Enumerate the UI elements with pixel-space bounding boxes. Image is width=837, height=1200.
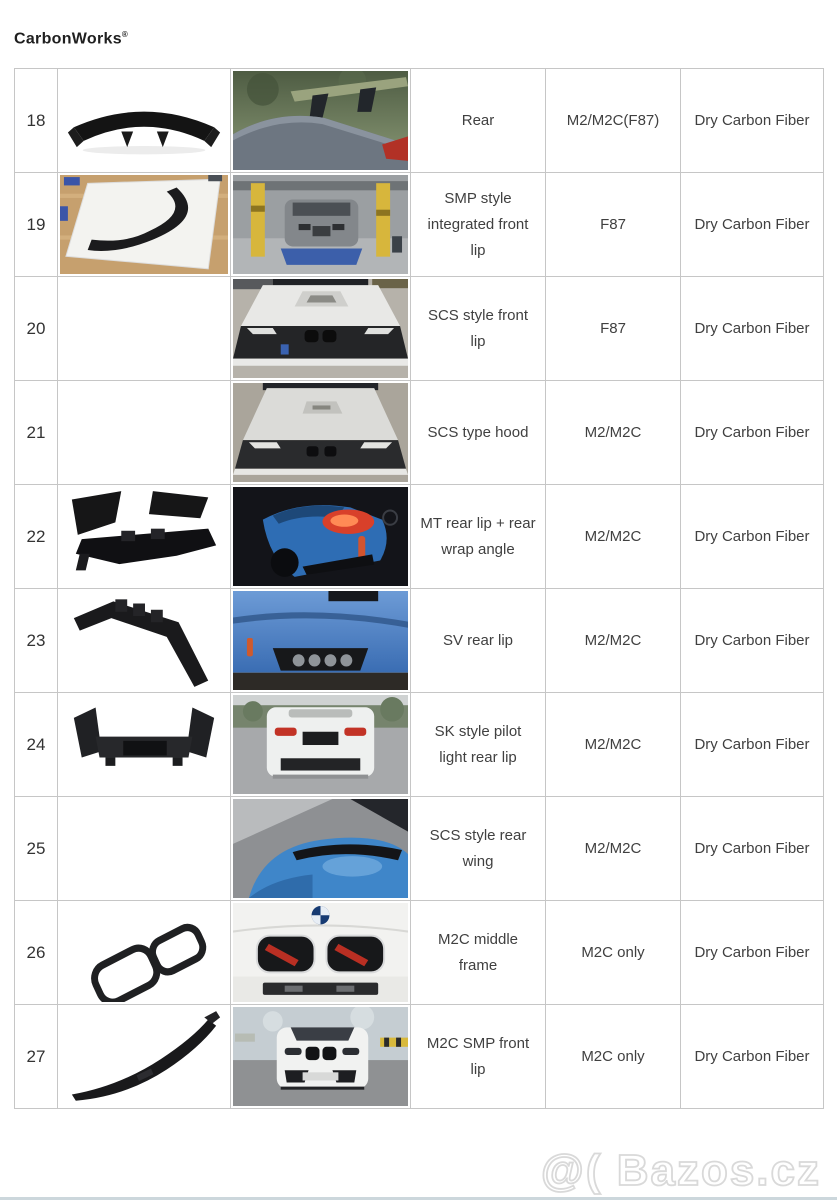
part-name: M2C SMP front lip xyxy=(411,1005,546,1109)
row-number: 26 xyxy=(15,901,58,1005)
part-photo xyxy=(60,71,228,170)
brand-logo xyxy=(14,30,128,48)
row-number: 18 xyxy=(15,69,58,173)
part-photo-cell xyxy=(58,589,231,693)
parts-table xyxy=(14,68,824,1109)
material: Dry Carbon Fiber xyxy=(681,69,824,173)
table-row xyxy=(15,589,824,693)
material: Dry Carbon Fiber xyxy=(681,693,824,797)
installed-photo xyxy=(233,695,408,794)
model-compatibility: M2C only xyxy=(546,901,681,1005)
table-row xyxy=(15,485,824,589)
material: Dry Carbon Fiber xyxy=(681,797,824,901)
row-number: 19 xyxy=(15,173,58,277)
part-photo-cell xyxy=(58,485,231,589)
part-name: SK style pilot light rear lip xyxy=(411,693,546,797)
row-number: 21 xyxy=(15,381,58,485)
part-name: SCS style rear wing xyxy=(411,797,546,901)
part-name: SMP style integrated front lip xyxy=(411,173,546,277)
installed-photo xyxy=(233,279,408,378)
part-photo xyxy=(60,487,228,586)
model-compatibility: M2/M2C xyxy=(546,381,681,485)
material: Dry Carbon Fiber xyxy=(681,589,824,693)
model-compatibility: M2/M2C xyxy=(546,693,681,797)
installed-photo xyxy=(233,799,408,898)
part-photo xyxy=(60,175,228,274)
installed-photo-cell xyxy=(231,381,411,485)
installed-photo xyxy=(233,487,408,586)
row-number: 23 xyxy=(15,589,58,693)
part-name: SV rear lip xyxy=(411,589,546,693)
installed-photo-cell xyxy=(231,173,411,277)
row-number: 27 xyxy=(15,1005,58,1109)
model-compatibility: F87 xyxy=(546,277,681,381)
brand-name: CarbonWorks xyxy=(14,30,122,48)
row-number: 22 xyxy=(15,485,58,589)
material: Dry Carbon Fiber xyxy=(681,173,824,277)
part-name: MT rear lip + rear wrap angle xyxy=(411,485,546,589)
part-name: SCS style front lip xyxy=(411,277,546,381)
material: Dry Carbon Fiber xyxy=(681,277,824,381)
installed-photo xyxy=(233,1007,408,1106)
model-compatibility: M2C only xyxy=(546,1005,681,1109)
table-row xyxy=(15,797,824,901)
model-compatibility: M2/M2C xyxy=(546,797,681,901)
row-number: 25 xyxy=(15,797,58,901)
installed-photo-cell xyxy=(231,901,411,1005)
material: Dry Carbon Fiber xyxy=(681,381,824,485)
part-photo-cell xyxy=(58,901,231,1005)
installed-photo xyxy=(233,903,408,1002)
part-name: M2C middle frame xyxy=(411,901,546,1005)
part-name: SCS type hood xyxy=(411,381,546,485)
table-row xyxy=(15,69,824,173)
table-row xyxy=(15,693,824,797)
installed-photo-cell xyxy=(231,277,411,381)
part-photo xyxy=(60,903,228,1002)
model-compatibility: M2/M2C xyxy=(546,589,681,693)
part-photo-cell xyxy=(58,277,231,381)
table-row xyxy=(15,1005,824,1109)
bazos-watermark: @( Bazos.cz xyxy=(540,1146,821,1195)
part-photo-cell xyxy=(58,69,231,173)
part-name: Rear xyxy=(411,69,546,173)
table-row xyxy=(15,277,824,381)
model-compatibility: M2/M2C(F87) xyxy=(546,69,681,173)
trademark-symbol: ® xyxy=(121,30,129,39)
row-number: 24 xyxy=(15,693,58,797)
installed-photo-cell xyxy=(231,1005,411,1109)
model-compatibility: F87 xyxy=(546,173,681,277)
installed-photo xyxy=(233,71,408,170)
installed-photo xyxy=(233,591,408,690)
part-photo-cell xyxy=(58,381,231,485)
table-row xyxy=(15,381,824,485)
installed-photo-cell xyxy=(231,693,411,797)
row-number: 20 xyxy=(15,277,58,381)
installed-photo xyxy=(233,383,408,482)
part-photo-cell xyxy=(58,1005,231,1109)
part-photo xyxy=(60,1007,228,1106)
part-photo xyxy=(60,695,228,794)
installed-photo xyxy=(233,175,408,274)
table-row xyxy=(15,901,824,1005)
part-photo-cell xyxy=(58,693,231,797)
part-photo-cell xyxy=(58,797,231,901)
material: Dry Carbon Fiber xyxy=(681,901,824,1005)
installed-photo-cell xyxy=(231,485,411,589)
installed-photo-cell xyxy=(231,797,411,901)
material: Dry Carbon Fiber xyxy=(681,485,824,589)
installed-photo-cell xyxy=(231,589,411,693)
material: Dry Carbon Fiber xyxy=(681,1005,824,1109)
installed-photo-cell xyxy=(231,69,411,173)
table-row xyxy=(15,173,824,277)
part-photo-cell xyxy=(58,173,231,277)
part-photo xyxy=(60,591,228,690)
model-compatibility: M2/M2C xyxy=(546,485,681,589)
